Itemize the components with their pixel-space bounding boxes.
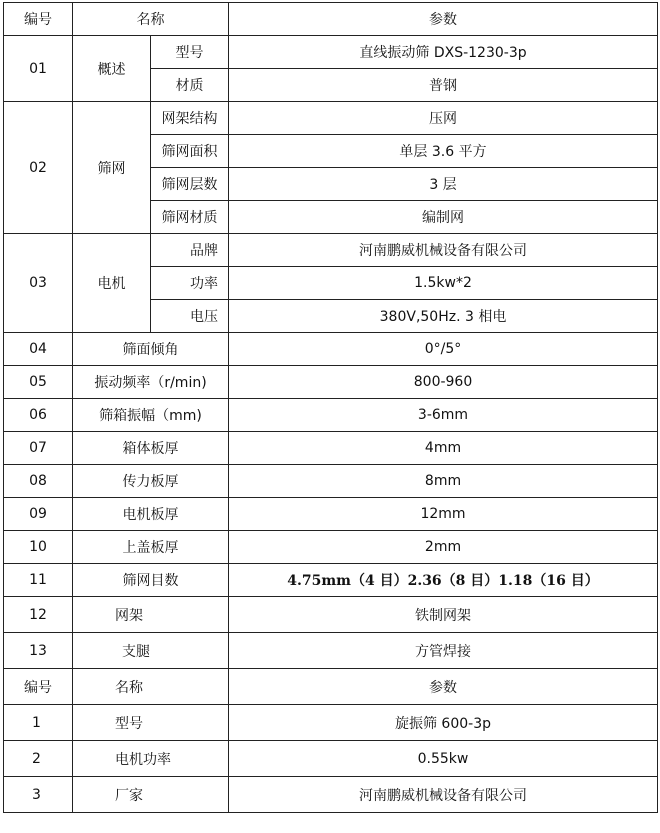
row-name: 型号 bbox=[73, 705, 229, 741]
item-label: 材质 bbox=[151, 69, 229, 102]
row-value: 河南鹏威机械设备有限公司 bbox=[229, 777, 658, 813]
item-value: 380V,50Hz. 3 相电 bbox=[229, 300, 658, 333]
row-no: 10 bbox=[4, 531, 73, 564]
row-no: 04 bbox=[4, 333, 73, 366]
item-label: 网架结构 bbox=[151, 102, 229, 135]
row-name: 电机功率 bbox=[73, 741, 229, 777]
row-name: 厂家 bbox=[73, 777, 229, 813]
table-row bbox=[4, 333, 658, 366]
table-row bbox=[4, 777, 658, 813]
table-row bbox=[4, 432, 658, 465]
row-name: 筛箱振幅（mm) bbox=[73, 399, 229, 432]
row-no: 1 bbox=[4, 705, 73, 741]
row-name: 箱体板厚 bbox=[73, 432, 229, 465]
item-label: 筛网面积 bbox=[151, 135, 229, 168]
row-value: 2mm bbox=[229, 531, 658, 564]
row-no: 12 bbox=[4, 597, 73, 633]
table-row bbox=[4, 399, 658, 432]
item-label: 筛网层数 bbox=[151, 168, 229, 201]
row-name: 筛面倾角 bbox=[73, 333, 229, 366]
table-row bbox=[4, 498, 658, 531]
table-header-row bbox=[4, 3, 658, 36]
row-value: 4.75mm（4 目）2.36（8 目）1.18（16 目） bbox=[229, 564, 658, 597]
row-value: 方管焊接 bbox=[229, 633, 658, 669]
row-value: 4mm bbox=[229, 432, 658, 465]
row-no: 11 bbox=[4, 564, 73, 597]
item-label: 功率 bbox=[151, 267, 229, 300]
section-name: 筛网 bbox=[73, 102, 151, 234]
item-value: 普钢 bbox=[229, 69, 658, 102]
section-no: 03 bbox=[4, 234, 73, 333]
item-value: 单层 3.6 平方 bbox=[229, 135, 658, 168]
row-no: 06 bbox=[4, 399, 73, 432]
row-name: 筛网目数 bbox=[73, 564, 229, 597]
item-value: 河南鹏威机械设备有限公司 bbox=[229, 234, 658, 267]
table-row bbox=[4, 564, 658, 597]
table2-header-no: 编号 bbox=[4, 669, 73, 705]
section-name: 概述 bbox=[73, 36, 151, 102]
item-label: 筛网材质 bbox=[151, 201, 229, 234]
row-name: 振动频率（r/min) bbox=[73, 366, 229, 399]
item-value: 编制网 bbox=[229, 201, 658, 234]
table-row bbox=[4, 705, 658, 741]
table-row bbox=[4, 531, 658, 564]
table2-header-row bbox=[4, 669, 658, 705]
section-no: 02 bbox=[4, 102, 73, 234]
item-label: 型号 bbox=[151, 36, 229, 69]
section-name: 电机 bbox=[73, 234, 151, 333]
row-name: 上盖板厚 bbox=[73, 531, 229, 564]
table-row bbox=[4, 366, 658, 399]
row-value: 旋振筛 600-3p bbox=[229, 705, 658, 741]
table2-header-name: 名称 bbox=[73, 669, 229, 705]
header-name: 名称 bbox=[73, 3, 229, 36]
item-value: 压网 bbox=[229, 102, 658, 135]
table-row bbox=[4, 102, 658, 135]
row-no: 07 bbox=[4, 432, 73, 465]
row-no: 05 bbox=[4, 366, 73, 399]
row-value: 0.55kw bbox=[229, 741, 658, 777]
item-value: 1.5kw*2 bbox=[229, 267, 658, 300]
table-row bbox=[4, 597, 658, 633]
row-name: 网架 bbox=[73, 597, 229, 633]
row-value: 8mm bbox=[229, 465, 658, 498]
row-value: 0°/5° bbox=[229, 333, 658, 366]
row-value: 3-6mm bbox=[229, 399, 658, 432]
table-row bbox=[4, 465, 658, 498]
row-no: 2 bbox=[4, 741, 73, 777]
row-no: 08 bbox=[4, 465, 73, 498]
row-value: 铁制网架 bbox=[229, 597, 658, 633]
section-no: 01 bbox=[4, 36, 73, 102]
table-row bbox=[4, 633, 658, 669]
header-no: 编号 bbox=[4, 3, 73, 36]
item-label: 品牌 bbox=[151, 234, 229, 267]
row-no: 3 bbox=[4, 777, 73, 813]
row-name: 传力板厚 bbox=[73, 465, 229, 498]
item-value: 直线振动筛 DXS-1230-3p bbox=[229, 36, 658, 69]
table2-header-param: 参数 bbox=[229, 669, 658, 705]
row-value: 12mm bbox=[229, 498, 658, 531]
row-no: 09 bbox=[4, 498, 73, 531]
row-name: 电机板厚 bbox=[73, 498, 229, 531]
header-param: 参数 bbox=[229, 3, 658, 36]
row-value: 800-960 bbox=[229, 366, 658, 399]
table-row bbox=[4, 234, 658, 267]
table-row bbox=[4, 36, 658, 69]
spec-table bbox=[3, 2, 658, 813]
row-name: 支腿 bbox=[73, 633, 229, 669]
row-no: 13 bbox=[4, 633, 73, 669]
item-value: 3 层 bbox=[229, 168, 658, 201]
item-label: 电压 bbox=[151, 300, 229, 333]
table-row bbox=[4, 741, 658, 777]
